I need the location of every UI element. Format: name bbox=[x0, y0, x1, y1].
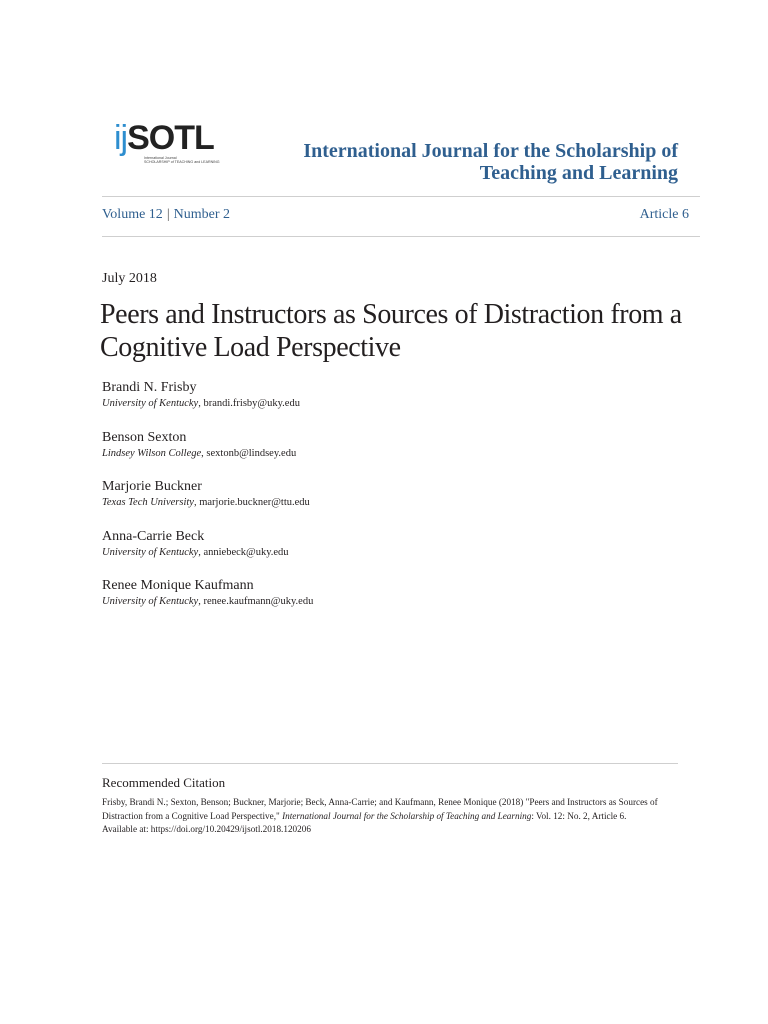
author-institution: Lindsey Wilson College bbox=[102, 447, 202, 459]
author-institution: University of Kentucky bbox=[102, 398, 199, 409]
divider-middle bbox=[102, 236, 700, 237]
citation-volume: : Vol. 12: No. 2, Article 6. bbox=[531, 810, 627, 821]
author-name: Renee Monique Kaufmann bbox=[102, 578, 254, 593]
citation-text: Frisby, Brandi N.; Sexton, Benson; Buckner, Marjorie; Beck, Anna-Carrie; and Kaufmann, Renee Monique (2018) "Peers and Instructors as Sources of Distraction from a Cognitive Load Perspective," bbox=[102, 797, 658, 821]
author-entry bbox=[102, 528, 702, 578]
author-name: Brandi N. Frisby bbox=[102, 380, 197, 395]
logo-wordmark bbox=[114, 118, 214, 158]
issue-separator: | bbox=[166, 207, 170, 222]
number-link[interactable]: Number 2 bbox=[173, 207, 231, 222]
author-name: Marjorie Buckner bbox=[102, 479, 202, 494]
volume-link[interactable]: Volume 12 bbox=[102, 207, 163, 222]
author-name: Anna-Carrie Beck bbox=[102, 528, 205, 544]
divider-citation bbox=[102, 763, 678, 764]
author-email[interactable]: , brandi.frisby@uky.edu bbox=[198, 398, 300, 409]
author-email[interactable]: , renee.kaufmann@uky.edu bbox=[198, 596, 314, 607]
author-entry bbox=[102, 429, 702, 479]
author-affiliation bbox=[102, 546, 702, 560]
author-affiliation bbox=[102, 447, 702, 461]
logo-ij: ij bbox=[114, 119, 128, 157]
divider-top bbox=[102, 196, 700, 197]
author-affiliation bbox=[102, 397, 702, 411]
author-entry bbox=[102, 478, 702, 528]
article-title: Peers and Instructors as Sources of Distraction from a Cognitive Load Perspective bbox=[100, 299, 682, 363]
citation-doi[interactable]: Available at: https://doi.org/10.20429/ijsotl.2018.120206 bbox=[102, 824, 311, 835]
author-institution: University of Kentucky bbox=[102, 596, 199, 607]
logo-subtitle-1: International Journal bbox=[144, 156, 177, 160]
author-affiliation bbox=[102, 595, 702, 609]
author-entry bbox=[102, 577, 702, 627]
journal-title[interactable]: International Journal for the Scholarship of Teaching and Learning bbox=[303, 140, 678, 184]
author-entry bbox=[102, 379, 702, 429]
author-email[interactable]: , sextonb@lindsey.edu bbox=[201, 447, 297, 459]
publication-date: July 2018 bbox=[102, 271, 157, 286]
citation-heading: Recommended Citation bbox=[102, 775, 226, 790]
author-institution: Texas Tech University bbox=[102, 497, 194, 508]
journal-logo bbox=[104, 118, 228, 176]
logo-sotl: SOTL bbox=[127, 119, 214, 157]
author-email[interactable]: , anniebeck@uky.edu bbox=[198, 546, 289, 558]
citation-body bbox=[102, 796, 662, 837]
logo-subtitle-2: SCHOLARSHIP of TEACHING and LEARNING bbox=[144, 160, 220, 164]
author-list bbox=[102, 379, 702, 627]
issue-line bbox=[102, 207, 230, 223]
article-number: Article 6 bbox=[639, 207, 689, 222]
citation-journal: International Journal for the Scholarship of Teaching and Learning bbox=[282, 810, 532, 821]
author-institution: University of Kentucky bbox=[102, 546, 199, 558]
author-name: Benson Sexton bbox=[102, 429, 187, 445]
author-email[interactable]: , marjorie.buckner@ttu.edu bbox=[193, 497, 310, 508]
author-affiliation bbox=[102, 496, 702, 510]
